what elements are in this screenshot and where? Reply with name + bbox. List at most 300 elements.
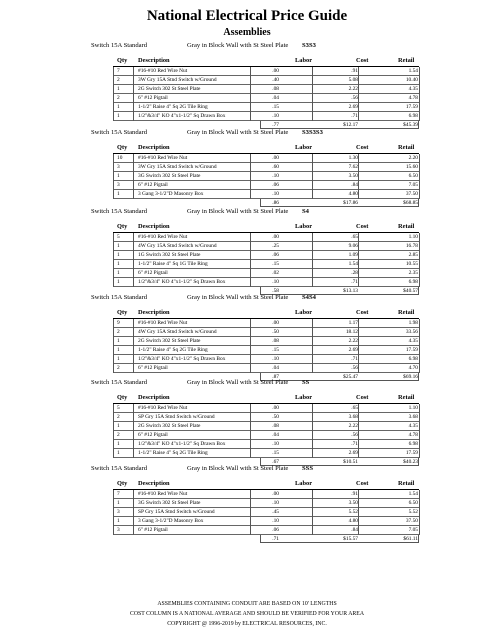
table-row bbox=[113, 278, 419, 287]
table-row bbox=[113, 355, 419, 364]
table-row bbox=[113, 181, 419, 190]
column-divider bbox=[133, 67, 134, 121]
column-divider bbox=[250, 154, 251, 199]
total-labor: .86 bbox=[272, 200, 279, 206]
row-retail: 15.60 bbox=[405, 164, 418, 170]
table-row bbox=[113, 94, 419, 103]
row-cost: 9.06 bbox=[348, 243, 358, 249]
row-labor: .10 bbox=[272, 191, 279, 197]
row-cost: 4.80 bbox=[348, 518, 358, 524]
row-retail: 1.10 bbox=[408, 405, 418, 411]
row-labor: .15 bbox=[272, 450, 279, 456]
row-labor: .04 bbox=[272, 365, 279, 371]
section-category: Switch 15A Standard bbox=[91, 42, 148, 49]
row-description: 6" #12 Pigtail bbox=[138, 182, 168, 188]
footer-copyright: COPYRIGHT @ 1996-2019 by ELECTRICAL RESOURCES, INC. bbox=[167, 621, 327, 627]
total-retail: $68.85 bbox=[403, 200, 418, 206]
row-retail: 1.10 bbox=[408, 234, 418, 240]
row-cost: .84 bbox=[351, 527, 358, 533]
table-row bbox=[113, 233, 419, 242]
row-labor: .02 bbox=[272, 270, 279, 276]
qty-header: Qty bbox=[117, 144, 128, 151]
totals-row bbox=[113, 199, 419, 207]
qty-header: Qty bbox=[117, 57, 128, 64]
row-retail: 17.59 bbox=[405, 104, 418, 110]
totals-box bbox=[260, 121, 419, 129]
column-divider bbox=[113, 233, 114, 287]
table-row bbox=[113, 422, 419, 431]
total-labor: .87 bbox=[272, 374, 279, 380]
row-qty: 10 bbox=[117, 155, 123, 161]
row-qty: 1 bbox=[117, 441, 120, 447]
column-headers bbox=[0, 480, 494, 489]
row-description: 2G Switch 302 St Steel Plate bbox=[138, 338, 201, 344]
row-qty: 1 bbox=[117, 173, 120, 179]
items-table bbox=[113, 404, 419, 466]
row-retail: 17.59 bbox=[405, 450, 418, 456]
row-labor: .00 bbox=[272, 68, 279, 74]
row-qty: 5 bbox=[117, 234, 120, 240]
retail-header: Retail bbox=[398, 480, 415, 487]
column-divider bbox=[419, 67, 420, 121]
row-description: #16-#10 Red Wire Nut bbox=[138, 405, 188, 411]
column-divider bbox=[250, 404, 251, 458]
row-labor: .10 bbox=[272, 173, 279, 179]
row-description: 6" #12 Pigtail bbox=[138, 432, 168, 438]
row-labor: .08 bbox=[272, 338, 279, 344]
row-cost: 1.17 bbox=[348, 320, 358, 326]
row-qty: 1 bbox=[117, 270, 120, 276]
qty-header: Qty bbox=[117, 480, 128, 487]
column-divider bbox=[419, 319, 420, 373]
row-retail: 6.50 bbox=[408, 500, 418, 506]
row-qty: 1 bbox=[117, 356, 120, 362]
description-header: Description bbox=[138, 57, 170, 64]
qty-header: Qty bbox=[117, 223, 128, 230]
column-headers bbox=[0, 309, 494, 318]
section-code: S4 bbox=[302, 208, 309, 215]
row-cost: 3.50 bbox=[348, 500, 358, 506]
items-table bbox=[113, 154, 419, 207]
row-cost: .84 bbox=[351, 182, 358, 188]
total-retail: $45.39 bbox=[403, 122, 418, 128]
row-labor: .10 bbox=[272, 356, 279, 362]
row-labor: .08 bbox=[272, 423, 279, 429]
row-retail: 6.98 bbox=[408, 113, 418, 119]
row-cost: .28 bbox=[351, 270, 358, 276]
row-cost: .56 bbox=[351, 432, 358, 438]
row-retail: 1.54 bbox=[408, 68, 418, 74]
row-qty: 1 bbox=[117, 338, 120, 344]
table-row bbox=[113, 67, 419, 76]
column-divider bbox=[358, 404, 359, 458]
row-qty: 1 bbox=[117, 113, 120, 119]
row-labor: .45 bbox=[272, 509, 279, 515]
section-header bbox=[0, 129, 494, 139]
row-labor: .06 bbox=[272, 182, 279, 188]
total-retail: $40.57 bbox=[403, 288, 418, 294]
row-cost: 5.08 bbox=[348, 77, 358, 83]
totals-box bbox=[260, 199, 419, 207]
row-cost: 3.50 bbox=[348, 173, 358, 179]
column-divider bbox=[419, 490, 420, 535]
table-row bbox=[113, 163, 419, 172]
row-cost: 2.69 bbox=[348, 450, 358, 456]
section-header bbox=[0, 42, 494, 52]
row-description: #16-#10 Red Wire Nut bbox=[138, 234, 188, 240]
row-retail: 4.70 bbox=[408, 365, 418, 371]
row-description: 3 Gang 3-1/2"D Masonry Box bbox=[138, 191, 204, 197]
row-description: 1-1/2" Raise 4" Sq 1G Tile Ring bbox=[138, 261, 208, 267]
row-description: 3W Gry 15A Stnd Switch w/Ground bbox=[138, 77, 217, 83]
column-headers bbox=[0, 223, 494, 232]
table-row bbox=[113, 413, 419, 422]
total-cost: $12.17 bbox=[343, 122, 358, 128]
row-labor: .04 bbox=[272, 432, 279, 438]
row-description: 4W Gry 15A Stnd Switch w/Ground bbox=[138, 329, 217, 335]
retail-header: Retail bbox=[398, 394, 415, 401]
row-labor: .06 bbox=[272, 252, 279, 258]
column-divider bbox=[250, 67, 251, 121]
row-description: 3 Gang 3-1/2"D Masonry Box bbox=[138, 518, 204, 524]
row-qty: 7 bbox=[117, 68, 120, 74]
row-cost: 2.22 bbox=[348, 423, 358, 429]
row-retail: 1.98 bbox=[408, 320, 418, 326]
row-labor: .08 bbox=[272, 86, 279, 92]
row-labor: .00 bbox=[272, 320, 279, 326]
row-description: 1G Switch 302 St Steel Plate bbox=[138, 252, 201, 258]
column-divider bbox=[312, 404, 313, 458]
section-category: Switch 15A Standard bbox=[91, 379, 148, 386]
total-cost: $13.13 bbox=[343, 288, 358, 294]
row-cost: .65 bbox=[351, 234, 358, 240]
total-labor: .77 bbox=[272, 122, 279, 128]
section-category: Switch 15A Standard bbox=[91, 129, 148, 136]
column-divider bbox=[113, 154, 114, 199]
labor-header: Labor bbox=[295, 480, 313, 487]
retail-header: Retail bbox=[398, 144, 415, 151]
total-retail: $40.23 bbox=[403, 459, 418, 465]
row-description: 3W Gry 15A Stnd Switch w/Ground bbox=[138, 164, 217, 170]
row-qty: 7 bbox=[117, 491, 120, 497]
column-divider bbox=[133, 233, 134, 287]
row-qty: 1 bbox=[117, 279, 120, 285]
description-header: Description bbox=[138, 394, 170, 401]
row-cost: .71 bbox=[351, 279, 358, 285]
section-category: Switch 15A Standard bbox=[91, 208, 148, 215]
row-retail: 1.54 bbox=[408, 491, 418, 497]
row-labor: .60 bbox=[272, 164, 279, 170]
section-header bbox=[0, 208, 494, 218]
table-row bbox=[113, 490, 419, 499]
row-description: #16-#10 Red Wire Nut bbox=[138, 491, 188, 497]
column-divider bbox=[133, 404, 134, 458]
cost-header: Cost bbox=[356, 394, 369, 401]
row-description: 3G Switch 302 St Steel Plate bbox=[138, 500, 201, 506]
row-cost: .91 bbox=[351, 68, 358, 74]
section-location: Gray in Block Wall with St Steel Plate bbox=[187, 208, 289, 215]
row-qty: 3 bbox=[117, 509, 120, 515]
row-retail: 37.50 bbox=[405, 518, 418, 524]
row-cost: 4.80 bbox=[348, 191, 358, 197]
row-description: 1/2"&3/4" KO 4"x1-1/2" Sq Drawn Box bbox=[138, 441, 226, 447]
row-qty: 2 bbox=[117, 365, 120, 371]
row-retail: 6.98 bbox=[408, 441, 418, 447]
table-row bbox=[113, 337, 419, 346]
total-cost: $10.51 bbox=[343, 459, 358, 465]
total-labor: .58 bbox=[272, 288, 279, 294]
qty-header: Qty bbox=[117, 309, 128, 316]
cost-header: Cost bbox=[356, 223, 369, 230]
row-retail: 16.78 bbox=[405, 243, 418, 249]
row-labor: .15 bbox=[272, 347, 279, 353]
row-retail: 4.35 bbox=[408, 423, 418, 429]
section-category: Switch 15A Standard bbox=[91, 294, 148, 301]
total-retail: $69.16 bbox=[403, 374, 418, 380]
section-code: S3S3 bbox=[302, 42, 316, 49]
row-qty: 1 bbox=[117, 347, 120, 353]
section-location: Gray in Block Wall with St Steel Plate bbox=[187, 129, 289, 136]
description-header: Description bbox=[138, 144, 170, 151]
row-labor: .00 bbox=[272, 155, 279, 161]
row-retail: 3.68 bbox=[408, 414, 418, 420]
column-divider bbox=[250, 233, 251, 287]
table-row bbox=[113, 526, 419, 535]
row-cost: 2.69 bbox=[348, 104, 358, 110]
column-divider bbox=[113, 67, 114, 121]
row-qty: 1 bbox=[117, 252, 120, 258]
description-header: Description bbox=[138, 480, 170, 487]
row-cost: .56 bbox=[351, 365, 358, 371]
row-description: 1/2"&3/4" KO 4"x1-1/2" Sq Drawn Box bbox=[138, 279, 226, 285]
column-divider bbox=[358, 319, 359, 373]
cost-header: Cost bbox=[356, 309, 369, 316]
labor-header: Labor bbox=[295, 144, 313, 151]
row-description: 4W Gry 15A Stnd Switch w/Ground bbox=[138, 243, 217, 249]
column-divider bbox=[113, 404, 114, 458]
row-cost: 1.30 bbox=[348, 155, 358, 161]
row-retail: 4.35 bbox=[408, 86, 418, 92]
column-divider bbox=[250, 319, 251, 373]
column-divider bbox=[133, 154, 134, 199]
row-cost: 7.62 bbox=[348, 164, 358, 170]
row-description: 1-1/2" Raise 4" Sq 2G Tile Ring bbox=[138, 450, 208, 456]
total-cost: $25.47 bbox=[343, 374, 358, 380]
row-labor: .50 bbox=[272, 414, 279, 420]
table-row bbox=[113, 85, 419, 94]
table-row bbox=[113, 440, 419, 449]
row-cost: .65 bbox=[351, 405, 358, 411]
section-location: Gray in Block Wall with St Steel Plate bbox=[187, 379, 289, 386]
row-retail: 4.35 bbox=[408, 338, 418, 344]
column-divider bbox=[358, 154, 359, 199]
row-retail: 4.78 bbox=[408, 432, 418, 438]
row-retail: 2.20 bbox=[408, 155, 418, 161]
items-table bbox=[113, 490, 419, 543]
column-divider bbox=[312, 490, 313, 535]
row-retail: 10.55 bbox=[405, 261, 418, 267]
column-divider bbox=[250, 490, 251, 535]
section-code: SSS bbox=[302, 465, 314, 472]
table-row bbox=[113, 499, 419, 508]
items-table bbox=[113, 67, 419, 129]
table-row bbox=[113, 319, 419, 328]
row-cost: 1.09 bbox=[348, 252, 358, 258]
table-row bbox=[113, 346, 419, 355]
column-divider bbox=[358, 490, 359, 535]
row-qty: 1 bbox=[117, 500, 120, 506]
table-row bbox=[113, 449, 419, 458]
row-description: 1-1/2" Raise 4" Sq 2G Tile Ring bbox=[138, 347, 208, 353]
row-labor: .10 bbox=[272, 518, 279, 524]
column-divider bbox=[312, 319, 313, 373]
row-qty: 2 bbox=[117, 95, 120, 101]
column-headers bbox=[0, 394, 494, 403]
table-row bbox=[113, 404, 419, 413]
row-description: 6" #12 Pigtail bbox=[138, 270, 168, 276]
table-row bbox=[113, 269, 419, 278]
table-row bbox=[113, 508, 419, 517]
row-qty: 1 bbox=[117, 86, 120, 92]
total-cost: $17.86 bbox=[343, 200, 358, 206]
row-labor: .00 bbox=[272, 491, 279, 497]
row-description: #16-#10 Red Wire Nut bbox=[138, 320, 188, 326]
row-description: #16-#10 Red Wire Nut bbox=[138, 68, 188, 74]
row-description: SP Gry 15A Stnd Switch w/Ground bbox=[138, 414, 215, 420]
row-qty: 2 bbox=[117, 432, 120, 438]
section-header bbox=[0, 379, 494, 389]
row-cost: 1.54 bbox=[348, 261, 358, 267]
row-qty: 1 bbox=[117, 518, 120, 524]
row-labor: .10 bbox=[272, 441, 279, 447]
table-row bbox=[113, 154, 419, 163]
row-qty: 2 bbox=[117, 77, 120, 83]
table-row bbox=[113, 251, 419, 260]
row-retail: 2.85 bbox=[408, 252, 418, 258]
labor-header: Labor bbox=[295, 57, 313, 64]
row-description: 1-1/2" Raise 4" Sq 2G Tile Ring bbox=[138, 104, 208, 110]
cost-header: Cost bbox=[356, 144, 369, 151]
row-qty: 3 bbox=[117, 182, 120, 188]
column-divider bbox=[113, 319, 114, 373]
row-retail: 33.56 bbox=[405, 329, 418, 335]
row-cost: .56 bbox=[351, 95, 358, 101]
row-qty: 2 bbox=[117, 329, 120, 335]
row-description: 1/2"&3/4" KO 4"x1-1/2" Sq Drawn Box bbox=[138, 356, 226, 362]
row-description: 3G Switch 302 St Steel Plate bbox=[138, 173, 201, 179]
row-labor: .06 bbox=[272, 527, 279, 533]
row-retail: 7.05 bbox=[408, 182, 418, 188]
row-cost: .71 bbox=[351, 441, 358, 447]
row-retail: 17.59 bbox=[405, 347, 418, 353]
column-divider bbox=[419, 404, 420, 458]
column-divider bbox=[133, 319, 134, 373]
totals-row bbox=[113, 535, 419, 543]
row-description: 6" #12 Pigtail bbox=[138, 365, 168, 371]
row-description: #16-#10 Red Wire Nut bbox=[138, 155, 188, 161]
totals-row bbox=[113, 121, 419, 129]
row-labor: .10 bbox=[272, 279, 279, 285]
row-labor: .15 bbox=[272, 104, 279, 110]
row-description: 6" #12 Pigtail bbox=[138, 95, 168, 101]
row-labor: .10 bbox=[272, 500, 279, 506]
table-row bbox=[113, 112, 419, 121]
column-divider bbox=[358, 67, 359, 121]
section-code: S3S3S3 bbox=[302, 129, 323, 136]
column-headers bbox=[0, 57, 494, 66]
column-divider bbox=[133, 490, 134, 535]
table-row bbox=[113, 103, 419, 112]
row-qty: 1 bbox=[117, 450, 120, 456]
column-divider bbox=[419, 154, 420, 199]
column-divider bbox=[312, 233, 313, 287]
labor-header: Labor bbox=[295, 394, 313, 401]
row-labor: .25 bbox=[272, 243, 279, 249]
row-description: SP Gry 15A Stnd Switch w/Ground bbox=[138, 509, 215, 515]
section-location: Gray in Block Wall with St Steel Plate bbox=[187, 42, 289, 49]
row-retail: 2.35 bbox=[408, 270, 418, 276]
section-location: Gray in Block Wall with St Steel Plate bbox=[187, 294, 289, 301]
retail-header: Retail bbox=[398, 309, 415, 316]
column-divider bbox=[312, 154, 313, 199]
cost-header: Cost bbox=[356, 57, 369, 64]
row-retail: 5.52 bbox=[408, 509, 418, 515]
row-description: 6" #12 Pigtail bbox=[138, 527, 168, 533]
qty-header: Qty bbox=[117, 394, 128, 401]
total-retail: $61.11 bbox=[403, 536, 418, 542]
column-divider bbox=[358, 233, 359, 287]
row-qty: 1 bbox=[117, 243, 120, 249]
row-labor: .00 bbox=[272, 234, 279, 240]
column-divider bbox=[113, 490, 114, 535]
table-row bbox=[113, 364, 419, 373]
page-subtitle: Assemblies bbox=[223, 27, 271, 38]
row-retail: 37.50 bbox=[405, 191, 418, 197]
page-title: National Electrical Price Guide bbox=[146, 8, 348, 24]
row-retail: 6.98 bbox=[408, 279, 418, 285]
row-labor: .10 bbox=[272, 113, 279, 119]
row-cost: 2.69 bbox=[348, 347, 358, 353]
labor-header: Labor bbox=[295, 309, 313, 316]
column-divider bbox=[312, 67, 313, 121]
column-divider bbox=[419, 233, 420, 287]
row-cost: 2.22 bbox=[348, 86, 358, 92]
row-cost: .71 bbox=[351, 113, 358, 119]
section-header bbox=[0, 294, 494, 304]
row-labor: .00 bbox=[272, 405, 279, 411]
section-category: Switch 15A Standard bbox=[91, 465, 148, 472]
table-row bbox=[113, 517, 419, 526]
row-labor: .50 bbox=[272, 329, 279, 335]
total-labor: .67 bbox=[272, 459, 279, 465]
description-header: Description bbox=[138, 309, 170, 316]
row-qty: 1 bbox=[117, 104, 120, 110]
row-qty: 1 bbox=[117, 261, 120, 267]
section-code: SS bbox=[302, 379, 310, 386]
items-table bbox=[113, 319, 419, 381]
row-description: 2G Switch 302 St Steel Plate bbox=[138, 423, 201, 429]
row-cost: .91 bbox=[351, 491, 358, 497]
retail-header: Retail bbox=[398, 223, 415, 230]
row-description: 2G Switch 302 St Steel Plate bbox=[138, 86, 201, 92]
totals-box bbox=[260, 535, 419, 543]
row-qty: 5 bbox=[117, 405, 120, 411]
table-row bbox=[113, 431, 419, 440]
row-cost: 18.12 bbox=[345, 329, 358, 335]
row-retail: 7.05 bbox=[408, 527, 418, 533]
row-cost: 3.68 bbox=[348, 414, 358, 420]
items-table bbox=[113, 233, 419, 295]
